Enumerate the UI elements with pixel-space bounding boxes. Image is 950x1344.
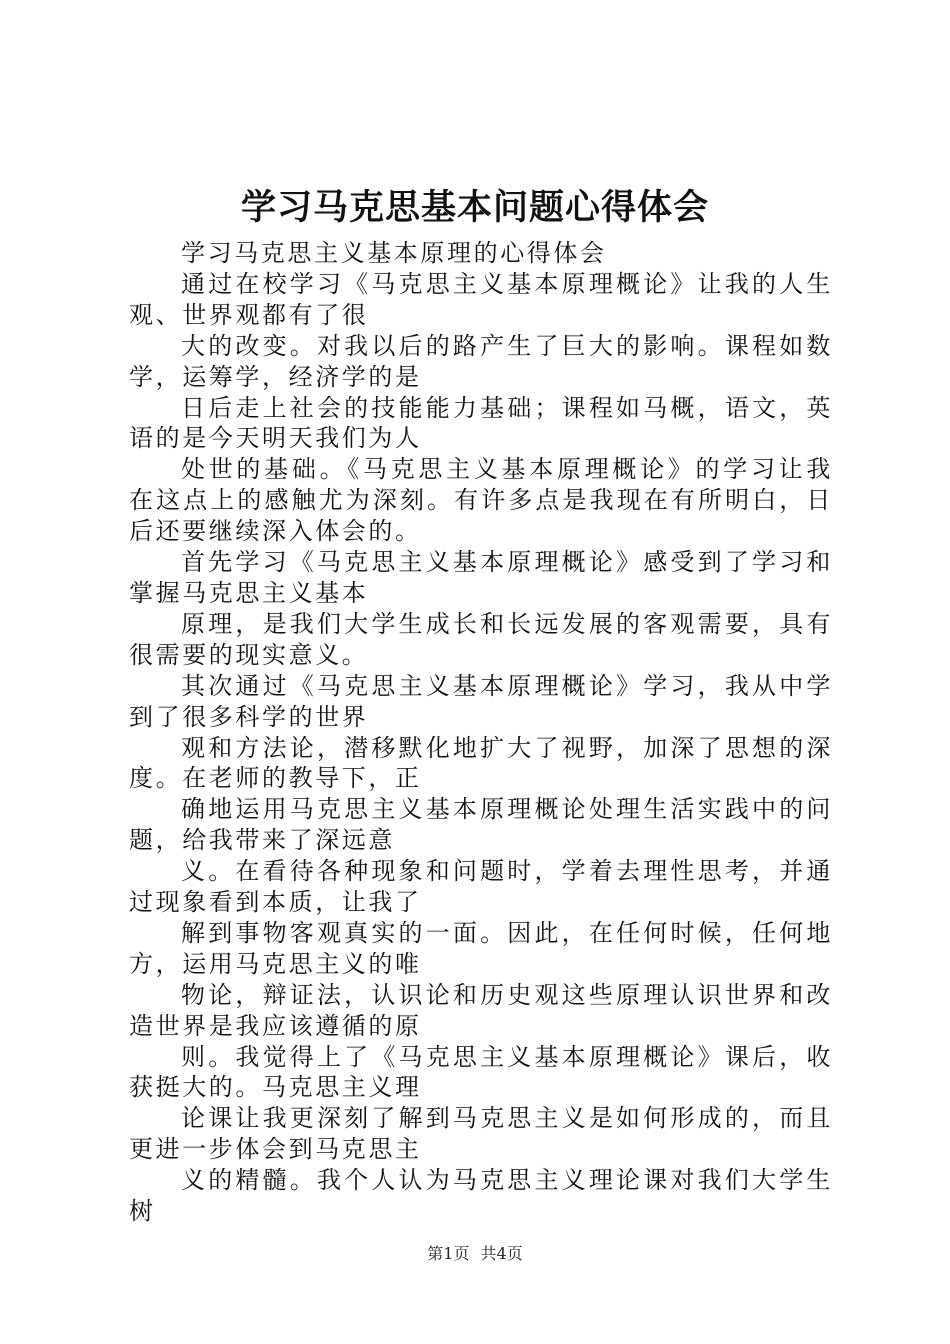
page-total: 共4页 [480, 1244, 523, 1263]
paragraph: 观和方法论，潜移默化地扩大了视野，加深了思想的深度。在老师的教导下，正 [129, 733, 833, 793]
paragraph: 首先学习《马克思主义基本原理概论》感受到了学习和掌握马克思主义基本 [129, 548, 833, 607]
paragraph: 确地运用马克思主义基本原理概论处理生活实践中的问题，给我带来了深远意 [129, 795, 833, 855]
paragraph: 通过在校学习《马克思主义基本原理概论》让我的人生观、世界观都有了很 [129, 269, 833, 329]
paragraph: 解到事物客观真实的一面。因此，在任何时候，任何地方，运用马克思主义的唯 [129, 918, 833, 978]
page-footer [0, 1244, 950, 1264]
paragraph: 学习马克思主义基本原理的心得体会 [181, 239, 607, 267]
page-number: 第1页 [427, 1244, 470, 1263]
paragraph: 原理，是我们大学生成长和长远发展的客观需要，具有很需要的现实意义。 [129, 609, 833, 669]
paragraph: 日后走上社会的技能能力基础；课程如马概，语文，英语的是今天明天我们为人 [129, 393, 833, 453]
document-title: 学习马克思基本问题心得体会 [240, 187, 709, 228]
paragraph: 则。我觉得上了《马克思主义基本原理概论》课后，收获挺大的。马克思主义理 [129, 1042, 833, 1102]
document-body [129, 238, 833, 1227]
paragraph: 义的精髓。我个人认为马克思主义理论课对我们大学生树 [129, 1166, 833, 1226]
paragraph: 大的改变。对我以后的路产生了巨大的影响。课程如数学，运筹学，经济学的是 [129, 331, 833, 391]
paragraph: 物论，辩证法，认识论和历史观这些原理认识世界和改造世界是我应该遵循的原 [129, 980, 833, 1040]
paragraph: 论课让我更深刻了解到马克思主义是如何形成的，而且更进一步体会到马克思主 [129, 1104, 833, 1164]
paragraph: 其次通过《马克思主义基本原理概论》学习，我从中学到了很多科学的世界 [129, 671, 833, 731]
paragraph: 义。在看待各种现象和问题时，学着去理性思考，并通过现象看到本质，让我了 [129, 857, 833, 917]
paragraph: 处世的基础。《马克思主义基本原理概论》的学习让我在这点上的感触尤为深刻。有许多点是我现在有所明白，日后还要继续深入体会的。 [129, 455, 833, 546]
